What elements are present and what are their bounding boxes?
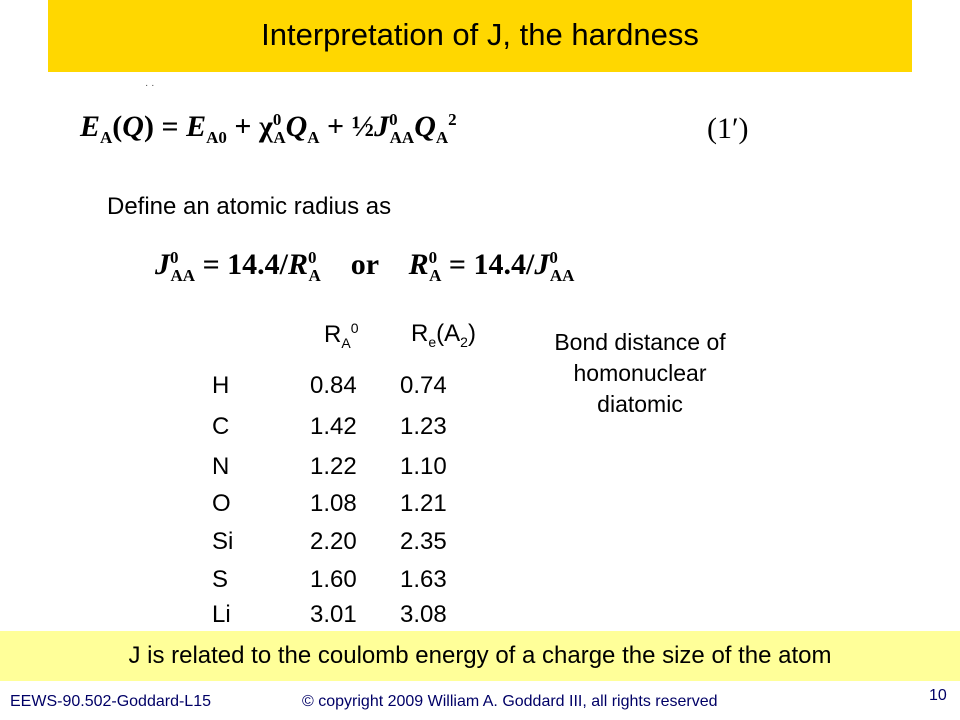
r0-cell: 0.84 bbox=[310, 372, 357, 399]
table-row bbox=[212, 413, 532, 448]
r0-cell: 3.01 bbox=[310, 601, 357, 628]
note-banner bbox=[0, 631, 960, 681]
r0-cell: 1.22 bbox=[310, 453, 357, 480]
footer-copyright: © copyright 2009 William A. Goddard III, all rights reserved bbox=[302, 693, 718, 710]
element-cell: H bbox=[212, 372, 230, 399]
re-cell: 2.35 bbox=[400, 528, 447, 555]
stray-mark: · · bbox=[145, 80, 155, 91]
table-row bbox=[212, 490, 532, 525]
re-cell: 0.74 bbox=[400, 372, 447, 399]
footer-course: EEWS-90.502-Goddard-L15 bbox=[10, 693, 211, 710]
title-bar bbox=[48, 0, 912, 72]
r0-cell: 1.60 bbox=[310, 566, 357, 593]
slide-title: Interpretation of J, the hardness bbox=[261, 17, 699, 52]
element-cell: N bbox=[212, 453, 230, 480]
element-cell: Si bbox=[212, 528, 234, 555]
re-cell: 1.10 bbox=[400, 453, 447, 480]
page-number: 10 bbox=[929, 687, 947, 704]
re-cell: 1.63 bbox=[400, 566, 447, 593]
re-cell: 3.08 bbox=[400, 601, 447, 628]
header-r0: $R_A^0$ bbox=[324, 320, 359, 351]
equation-1: $E_A(Q) = E_{A0} + \chi^0_AQ_A$ + $\frac{1}{2}J^0_{AA}Q_A^2$ bbox=[80, 110, 457, 147]
bond-note: Bond distance of homonuclear diatomic bbox=[554, 329, 726, 417]
element-cell: Li bbox=[212, 601, 231, 628]
table-row bbox=[212, 372, 532, 407]
r0-cell: 2.20 bbox=[310, 528, 357, 555]
table-row bbox=[212, 528, 532, 563]
define-text: Define an atomic radius as bbox=[107, 193, 392, 220]
r0-cell: 1.42 bbox=[310, 413, 357, 440]
equation-2: $J^0_{AA} = 14.4/R^0_A$ or $R^0_A = 14.4/J^0_{AA}$ bbox=[155, 248, 575, 285]
element-cell: S bbox=[212, 566, 229, 593]
equation-1-number: (1′) bbox=[707, 112, 749, 145]
table-row bbox=[212, 453, 532, 488]
table-row bbox=[212, 566, 532, 601]
r0-cell: 1.08 bbox=[310, 490, 357, 517]
note-text: J is related to the coulomb energy of a charge the size of the atom bbox=[128, 642, 832, 669]
element-cell: O bbox=[212, 490, 231, 517]
re-cell: 1.21 bbox=[400, 490, 447, 517]
re-cell: 1.23 bbox=[400, 413, 447, 440]
header-re: $R_e(A_2)$ bbox=[411, 320, 476, 350]
element-cell: C bbox=[212, 413, 230, 440]
